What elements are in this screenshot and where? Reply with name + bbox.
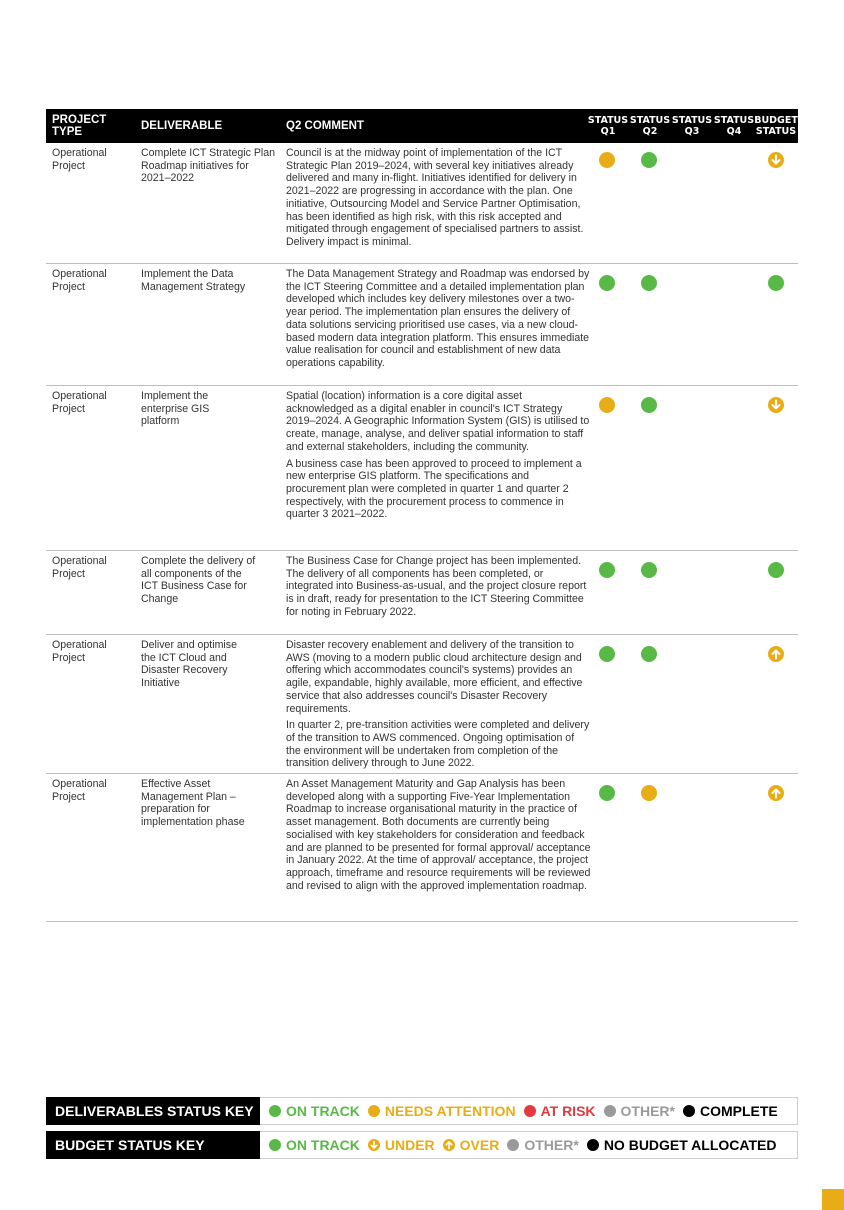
over-arrow-icon bbox=[443, 1139, 455, 1151]
header-status-q2: STATUS Q2 bbox=[629, 115, 671, 137]
key-item-on-track bbox=[269, 1103, 360, 1119]
key-item-over bbox=[443, 1137, 500, 1153]
comment-paragraph: Council is at the midway point of implementation of the ICT Strategic Plan 2019–2024, with several key initiatives already delivered and many in-flight. Initiatives identified for delivery in 2021–2022 are progressing in accordance with the plan. One initiative, Outsourcing Model and Service Partner Optimisation, has been identified as high risk, with this risk accepted and mitigated through engagement of specialised partners to assist. Delivery impact is minimal. bbox=[286, 147, 584, 248]
deliverables-table bbox=[46, 109, 798, 922]
key-label: UNDER bbox=[384, 1137, 435, 1153]
status-q1-on-track-icon bbox=[599, 646, 615, 662]
status-q1-on-track-icon bbox=[599, 275, 615, 291]
table-row bbox=[46, 551, 798, 635]
key-label: OTHER* bbox=[620, 1103, 675, 1119]
header-project-type: PROJECT TYPE bbox=[52, 114, 107, 138]
deliverable: Complete ICT Strategic Plan Roadmap initiatives for 2021–2022 bbox=[141, 147, 276, 185]
comment-paragraph: The Data Management Strategy and Roadmap was endorsed by the ICT Steering Committee and a detailed implementation plan developed which includes key delivery milestones over a two-year period. The implementation plan ensures the delivery of data solutions servicing prioritised use cases, via a new cloud-based modern data integration platform. This ensures immediate value realisation for council and establishment of new data operations capability. bbox=[286, 268, 590, 369]
deliverable: Implement the enterprise GIS platform bbox=[141, 390, 210, 428]
deliverable: Complete the delivery of all components of the ICT Business Case for Change bbox=[141, 555, 256, 606]
key-item-needs-attention bbox=[368, 1103, 516, 1119]
key-item-no-budget bbox=[587, 1137, 777, 1153]
under-arrow-icon bbox=[368, 1139, 380, 1151]
budget-on-track-icon bbox=[768, 275, 784, 291]
key-item-complete bbox=[683, 1103, 778, 1119]
q2-comment bbox=[286, 555, 591, 623]
key-label: OTHER* bbox=[524, 1137, 579, 1153]
green-dot-icon bbox=[269, 1105, 281, 1117]
project-type: Operational Project bbox=[52, 268, 107, 293]
status-q2-needs-attention-icon bbox=[641, 785, 657, 801]
red-dot-icon bbox=[524, 1105, 536, 1117]
status-q1-on-track-icon bbox=[599, 785, 615, 801]
key-item-under bbox=[368, 1137, 435, 1153]
budget-over-icon bbox=[768, 785, 784, 801]
table-row bbox=[46, 386, 798, 551]
key-label: COMPLETE bbox=[699, 1103, 778, 1119]
key-title: BUDGET STATUS KEY bbox=[46, 1131, 260, 1159]
status-q2-on-track-icon bbox=[641, 397, 657, 413]
key-items bbox=[269, 1132, 784, 1158]
comment-paragraph: Disaster recovery enablement and delivery of the transition to AWS (moving to a modern public cloud architecture design and offering which accommodates council's systems) provides an agile, expandable, highly available, more efficient, and effective service that also addresses council's Disaster Recovery requirements. bbox=[286, 639, 583, 715]
comment-paragraph: An Asset Management Maturity and Gap Analysis has been developed along with a supporting Five-Year Implementation Roadmap to increase organisational maturity in the practice of asset management. Both documents are currently being socialised with key stakeholders for consideration and feedback and are planned to be presented for formal approval/ acceptance in January 2022. At the time of approval/ acceptance, the project approach, timeframe and resource requirements will be reviewed and revised to align with the approved implementation roadmap. bbox=[286, 778, 591, 892]
deliverables-status-key bbox=[46, 1097, 798, 1125]
comment-paragraph: Spatial (location) information is a core digital asset acknowledged as a digital enabler in council's ICT Strategy 2019–2024. A Geographic Information System (GIS) is utilised to create, manage, analyse, and deliver spatial information to staff and external stakeholders, including the community. bbox=[286, 390, 590, 453]
status-q2-on-track-icon bbox=[641, 646, 657, 662]
project-type: Operational Project bbox=[52, 555, 107, 580]
table-row bbox=[46, 143, 798, 264]
table-header bbox=[46, 109, 798, 143]
q2-comment bbox=[286, 268, 591, 374]
q2-comment bbox=[286, 639, 591, 774]
key-title: DELIVERABLES STATUS KEY bbox=[46, 1097, 260, 1125]
deliverable: Deliver and optimise the ICT Cloud and Disaster Recovery Initiative bbox=[141, 639, 237, 690]
key-label: NO BUDGET ALLOCATED bbox=[603, 1137, 777, 1153]
header-status-q1: STATUS Q1 bbox=[587, 115, 629, 137]
comment-paragraph: A business case has been approved to proceed to implement a new enterprise GIS platform. The specifications and procurement plan were completed in quarter 1 and quarter 2 respectively, with the procurement process to commence in quarter 3 2021–2022. bbox=[286, 457, 582, 521]
amber-dot-icon bbox=[368, 1105, 380, 1117]
budget-under-icon bbox=[768, 397, 784, 413]
key-item-at-risk bbox=[524, 1103, 596, 1119]
header-budget-status: BUDGET STATUS bbox=[754, 115, 798, 137]
q2-comment bbox=[286, 147, 591, 253]
project-type: Operational Project bbox=[52, 147, 107, 172]
key-item-other bbox=[507, 1137, 578, 1153]
budget-status-key bbox=[46, 1131, 798, 1159]
budget-on-track-icon bbox=[768, 562, 784, 578]
table-row bbox=[46, 264, 798, 386]
grey-dot-icon bbox=[507, 1139, 519, 1151]
header-deliverable: DELIVERABLE bbox=[141, 120, 223, 132]
status-q2-on-track-icon bbox=[641, 275, 657, 291]
black-dot-icon bbox=[683, 1105, 695, 1117]
key-label: OVER bbox=[459, 1137, 500, 1153]
table-row bbox=[46, 774, 798, 922]
green-dot-icon bbox=[269, 1139, 281, 1151]
key-items bbox=[269, 1098, 786, 1124]
status-q1-needs-attention-icon bbox=[599, 152, 615, 168]
key-label: ON TRACK bbox=[286, 1103, 360, 1119]
key-label: ON TRACK bbox=[286, 1137, 360, 1153]
key-label: NEEDS ATTENTION bbox=[384, 1103, 516, 1119]
header-status-q3: STATUS Q3 bbox=[671, 115, 713, 137]
key-label: AT RISK bbox=[540, 1103, 596, 1119]
project-type: Operational Project bbox=[52, 778, 107, 803]
comment-paragraph: In quarter 2, pre-transition activities were completed and delivery of the transition to AWS commenced. Ongoing optimisation of the environment will be undertaken from completion of the transition delivery through to June 2022. bbox=[286, 719, 590, 770]
table-row bbox=[46, 635, 798, 774]
deliverable: Effective Asset Management Plan – preparation for implementation phase bbox=[141, 778, 245, 829]
header-q2-comment: Q2 COMMENT bbox=[286, 120, 364, 132]
key-item-on-track bbox=[269, 1137, 360, 1153]
key-item-other bbox=[604, 1103, 675, 1119]
status-q2-on-track-icon bbox=[641, 152, 657, 168]
status-q1-on-track-icon bbox=[599, 562, 615, 578]
black-dot-icon bbox=[587, 1139, 599, 1151]
comment-paragraph: The Business Case for Change project has been implemented. The delivery of all components has been completed, or integrated into Business-as-usual, and the project closure report is in draft, ready for presentation to the ICT Steering Committee for noting in February 2022. bbox=[286, 555, 587, 618]
status-q2-on-track-icon bbox=[641, 562, 657, 578]
status-q1-needs-attention-icon bbox=[599, 397, 615, 413]
project-type: Operational Project bbox=[52, 390, 107, 415]
q2-comment bbox=[286, 390, 591, 525]
project-type: Operational Project bbox=[52, 639, 107, 664]
q2-comment bbox=[286, 778, 591, 896]
page-tab bbox=[822, 1189, 844, 1210]
grey-dot-icon bbox=[604, 1105, 616, 1117]
budget-over-icon bbox=[768, 646, 784, 662]
header-status-q4: STATUS Q4 bbox=[713, 115, 755, 137]
budget-under-icon bbox=[768, 152, 784, 168]
deliverable: Implement the Data Management Strategy bbox=[141, 268, 246, 293]
